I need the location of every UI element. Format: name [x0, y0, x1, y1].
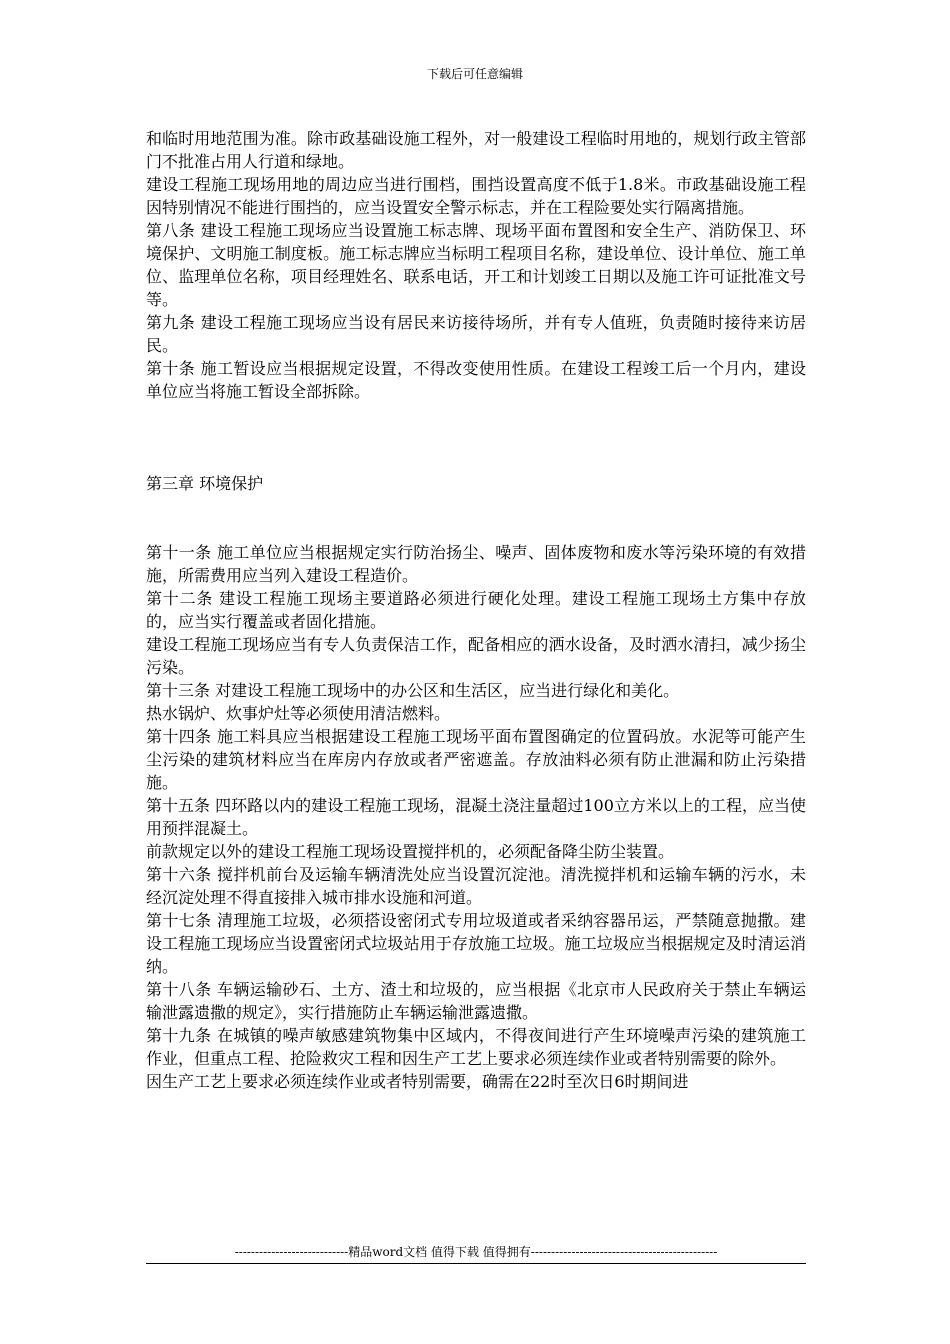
paragraph: 前款规定以外的建设工程施工现场设置搅拌机的，必须配备降尘防尘装置。	[146, 842, 675, 861]
paragraph: 热水锅炉、炊事炉灶等必须使用清洁燃料。	[146, 704, 451, 723]
page-header: 下载后可任意编辑	[426, 67, 523, 81]
paragraph: 第十七条 清理施工垃圾，必须搭设密闭式专用垃圾道或者采纳容器吊运，严禁随意抛撒。建设工程施工现场应当设置密闭式垃圾站用于存放施工垃圾。施工垃圾应当根据规定及时清运消纳。	[146, 911, 806, 976]
paragraph: 建设工程施工现场应当有专人负责保洁工作，配备相应的洒水设备，及时洒水清扫，减少扬尘污染。	[146, 635, 806, 677]
paragraph: 第八条 建设工程施工现场应当设置施工标志牌、现场平面布置图和安全生产、消防保卫、环境保护、文明施工制度板。施工标志牌应当标明工程项目名称，建设单位、设计单位、施工单位、监理单位名称，项目经理姓名、联系电话，开工和计划竣工日期以及施工许可证批准文号等。	[146, 221, 806, 309]
paragraph: 第十九条 在城镇的噪声敏感建筑物集中区域内，不得夜间进行产生环境噪声污染的建筑施工作业，但重点工程、抢险救灾工程和因生产工艺上要求必须连续作业或者特别需要的除外。	[146, 1026, 806, 1068]
paragraph: 第十一条 施工单位应当根据规定实行防治扬尘、噪声、固体废物和废水等污染环境的有效措施，所需费用应当列入建设工程造价。	[146, 543, 806, 585]
paragraph: 第十条 施工暂设应当根据规定设置，不得改变使用性质。在建设工程竣工后一个月内，建设单位应当将施工暂设全部拆除。	[146, 359, 806, 401]
paragraph: 第九条 建设工程施工现场应当设有居民来访接待场所，并有专人值班，负责随时接待来访居民。	[146, 313, 806, 355]
paragraph: 第十三条 对建设工程施工现场中的办公区和生活区，应当进行绿化和美化。	[146, 681, 680, 700]
paragraph: 第十四条 施工料具应当根据建设工程施工现场平面布置图确定的位置码放。水泥等可能产生尘污染的建筑材料应当在库房内存放或者严密遮盖。存放油料必须有防止泄漏和防止污染措施。	[146, 727, 806, 792]
document-body	[146, 127, 806, 1093]
footer-divider	[146, 1263, 806, 1264]
chapter-title: 第三章 环境保护	[146, 474, 264, 493]
paragraph: 第十五条 四环路以内的建设工程施工现场，混凝土浇注量超过100立方米以上的工程，应当使用预拌混凝土。	[146, 796, 806, 838]
paragraph: 第十二条 建设工程施工现场主要道路必须进行硬化处理。建设工程施工现场土方集中存放的，应当实行覆盖或者固化措施。	[146, 589, 806, 631]
paragraph: 第十八条 车辆运输砂石、土方、渣土和垃圾的，应当根据《北京市人民政府关于禁止车辆运输泄露遗撒的规定》，实行措施防止车辆运输泄露遗撒。	[146, 980, 806, 1022]
paragraph: 建设工程施工现场用地的周边应当进行围档，围挡设置高度不低于1.8米。市政基础设施工程因特别情况不能进行围挡的，应当设置安全警示标志，并在工程险要处实行隔离措施。	[146, 175, 806, 217]
paragraph: 和临时用地范围为准。除市政基础设施工程外，对一般建设工程临时用地的，规划行政主管部门不批准占用人行道和绿地。	[146, 129, 806, 171]
paragraph: 因生产工艺上要求必须连续作业或者特别需要，确需在22时至次日6时期间进	[146, 1072, 689, 1091]
page-footer: ----------------------------精品word文档 值得下载 值得拥有----------------------------------------------	[234, 1245, 718, 1259]
paragraph: 第十六条 搅拌机前台及运输车辆清洗处应当设置沉淀池。清洗搅拌机和运输车辆的污水，未经沉淀处理不得直接排入城市排水设施和河道。	[146, 865, 806, 907]
